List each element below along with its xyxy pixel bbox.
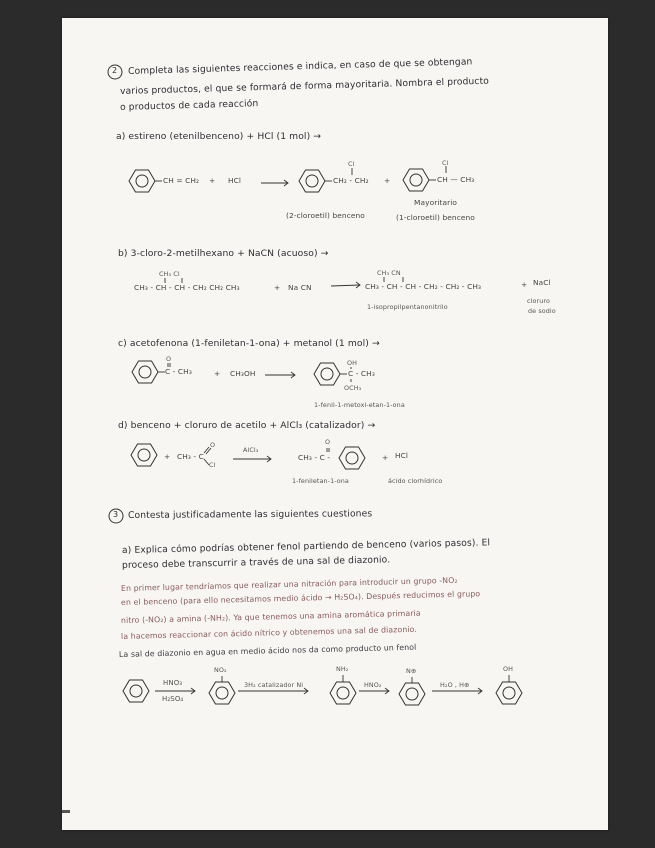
scheme-benzene-1 [123, 680, 149, 702]
benzene-ring-d-product [339, 447, 365, 469]
scheme-sub2: NH₂ [336, 665, 349, 673]
a-plus-2: + [384, 176, 391, 185]
c-product-oh: OH [347, 359, 358, 367]
scheme-step4-top: H₂O , H⊕ [440, 681, 470, 689]
b-reagent: Na CN [288, 283, 312, 292]
benzene-ring-c-reactant [132, 361, 158, 383]
benzene-ring-c-product [314, 363, 340, 385]
benzene-ring-a-product2 [403, 169, 429, 191]
q3-answer-line-5: La sal de diazonio en agua en medio ácido nos da como producto un fenol [118, 642, 417, 659]
q3-a-line-2: proceso debe transcurrir a través de una sal de diazonio. [121, 554, 391, 571]
d-acyl-o: O [210, 441, 216, 449]
scheme-step3-top: HNO₂ [364, 681, 382, 689]
scheme-diazonium [399, 683, 425, 705]
d-catalyst: AlCl₃ [243, 446, 259, 454]
a-prod2-cl: Cl [442, 159, 449, 167]
d-product-o: O [325, 438, 331, 446]
b-product-top: CH₃ CN [377, 269, 401, 277]
scheme-sub3: N⊕ [406, 667, 417, 675]
c-product-och3: OCH₃ [344, 384, 362, 392]
q3-title: Contesta justificadamente las siguientes cuestiones [127, 508, 373, 521]
scheme-phenol [496, 682, 522, 704]
c-product: C - CH₃ [348, 369, 375, 378]
q2-intro-line-3: o productos de cada reacción [119, 98, 259, 113]
b-plus-1: + [274, 283, 281, 292]
c-reagent: CH₃OH [230, 369, 256, 378]
c-plus: + [214, 369, 221, 378]
a-name-1: (2-cloroetil) benceno [286, 211, 365, 220]
a-prod1-cl: Cl [348, 160, 355, 168]
q3-answer-line-1: En primer lugar tendríamos que realizar una nitración para introducir un grupo -NO₂ [120, 575, 458, 593]
q3-answer-line-3: nitro (-NO₂) a amina (-NH₂). Ya que tenemos una amina aromática primaria [120, 608, 421, 625]
c-ketone-o: O [166, 355, 172, 363]
q2-number: 2 [112, 66, 118, 75]
a-prod1: CH₂ - CH₂ [333, 176, 369, 185]
b-byproduct-name-2: de sodio [528, 307, 556, 315]
b-byproduct: NaCl [533, 278, 551, 287]
d-byproduct-name: ácido clorhídrico [388, 477, 443, 485]
d-plus-2: + [382, 453, 389, 462]
c-product-name: 1-fenil-1-metoxi-etan-1-ona [314, 401, 405, 409]
d-product-left: CH₃ - C - [298, 453, 331, 462]
a-major-note: Mayoritario [414, 198, 458, 207]
scheme-aniline [330, 682, 356, 704]
notebook-page [62, 18, 608, 830]
b-reactant-top: CH₃ Cl [159, 270, 180, 278]
part-b-title: b) 3-cloro-2-metilhexano + NaCN (acuoso) → [118, 248, 329, 259]
scheme-sub1: NO₂ [214, 666, 227, 674]
part-c-title: c) acetofenona (1-feniletan-1-ona) + metanol (1 mol) → [118, 338, 380, 349]
b-reactant-chain: CH₃ - CH - CH - CH₂ CH₂ CH₃ [134, 283, 240, 292]
q3-answer-line-4: la hacemos reaccionar con ácido nítrico y obtenemos una sal de diazonio. [120, 624, 417, 641]
benzene-ring-a-product1 [299, 170, 325, 192]
q3-a-line-1: a) Explica cómo podrías obtener fenol partiendo de benceno (varios pasos). El [121, 537, 491, 556]
a-prod2: CH — CH₃ [437, 175, 475, 184]
q2-intro-line-2: varios productos, el que se formará de forma mayoritaria. Nombra el producto [119, 75, 490, 97]
a-reagent: HCl [228, 176, 242, 185]
scheme-step1-top: HNO₃ [163, 679, 183, 687]
scheme-nitrobenzene [209, 682, 235, 704]
benzene-ring-a-reactant [129, 170, 155, 192]
part-a-title: a) estireno (etenilbenceno) + HCl (1 mol) → [116, 131, 322, 142]
c-ketone: C - CH₃ [165, 367, 192, 376]
a-plus-1: + [209, 176, 216, 185]
scheme-step2-top: 3H₂ catalizador Ni [244, 681, 304, 689]
d-product-name: 1-feniletan-1-ona [292, 477, 349, 485]
a-reactant: CH = CH₂ [163, 176, 200, 185]
benzene-ring-d-reactant [131, 444, 157, 466]
scheme-step1-bottom: H₂SO₄ [162, 695, 184, 703]
part-d-title: d) benceno + cloruro de acetilo + AlCl₃ (catalizador) → [118, 420, 376, 431]
q3-number: 3 [113, 510, 119, 519]
d-acyl: CH₃ - C [177, 452, 204, 461]
b-product: CH₃ - CH - CH - CH₂ - CH₂ - CH₃ [365, 282, 482, 291]
b-product-name: 1-isopropilpentanonitrilo [367, 303, 448, 311]
a-name-2: (1-cloroetil) benceno [396, 213, 475, 222]
b-byproduct-name-1: cloruro [527, 297, 550, 305]
b-plus-2: + [521, 280, 528, 289]
q3-answer-line-2: en el benceno (para ello necesitamos medio ácido → H₂SO₄). Después reducimos el grupo [120, 589, 481, 607]
q2-intro-line-1: Completa las siguientes reacciones e indica, en caso de que se obtengan [127, 56, 473, 77]
d-acyl-cl: Cl [209, 461, 216, 469]
scheme-sub4: OH [503, 665, 514, 673]
d-plus: + [164, 452, 171, 461]
d-byproduct: HCl [395, 451, 409, 460]
